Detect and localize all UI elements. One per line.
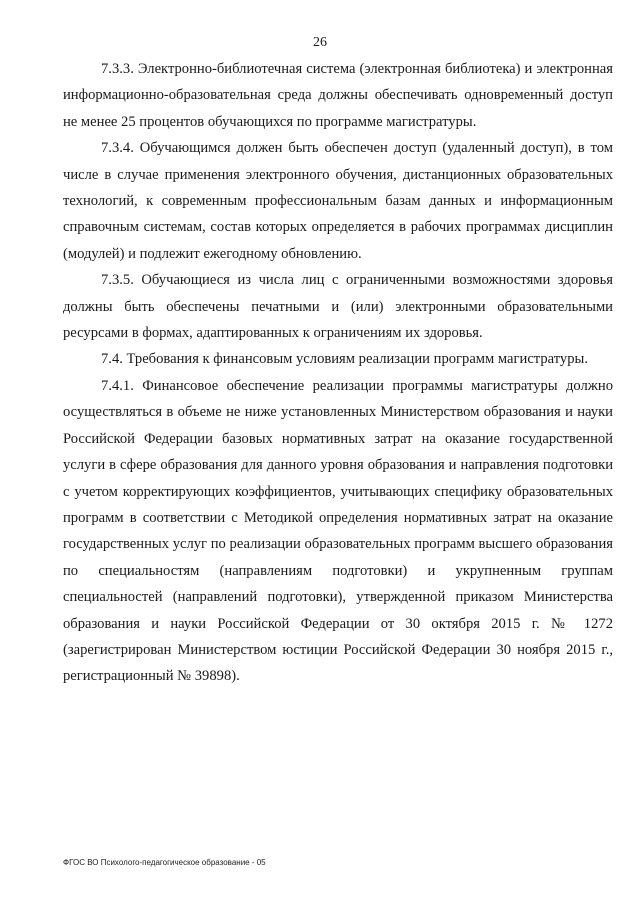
page-number: 26 <box>313 35 327 50</box>
footer-document-code: ФГОС ВО Психолого-педагогическое образование - 05 <box>63 858 266 867</box>
paragraph-7-3-3: 7.3.3. Электронно-библиотечная система (электронная библиотека) и электронная информационно-образовательная среда должны обеспечивать одновременный доступ не менее 25 процентов обучающихся по программе магистратуры. <box>63 61 613 130</box>
paragraph-7-4-heading: 7.4. Требования к финансовым условиям реализации программ магистратуры. <box>101 351 588 368</box>
paragraph-7-3-4: 7.3.4. Обучающимся должен быть обеспечен доступ (удаленный доступ), в том числе в случае применения электронного обучения, дистанционных образовательных технологий, к современным профессиональным базам данных и информационным справочным системам, состав которых определяется в рабочих программах дисциплин (модулей) и подлежит ежегодному обновлению. <box>63 140 613 262</box>
paragraph-7-3-5: 7.3.5. Обучающиеся из числа лиц с ограниченными возможностями здоровья должны быть обеспечены печатными и (или) электронными образовательными ресурсами в формах, адаптированных к ограничениям их здоровья. <box>63 272 613 342</box>
document-body <box>63 56 613 690</box>
paragraph-7-4-1: 7.4.1. Финансовое обеспечение реализации программы магистратуры должно осуществляться в объеме не ниже установленных Министерством образования и науки Российской Федерации базовых нормативных затрат на оказание государственной услуги в сфере образования для данного уровня образования и направления подготовки с учетом корректирующих коэффициентов, учитывающих специфику образовательных программ в соответствии с Методикой определения нормативных затрат на оказание государственных услуг по реализации образовательных программ высшего образования по специальностям (направлениям подготовки) и укрупненным группам специальностей (направлений подготовки), утвержденной приказом Министерства образования и науки Российской Федерации от 30 октября 2015 г. № 1272 (зарегистрирован Министерством юстиции Российской Федерации 30 ноября 2015 г., регистрационный № 39898). <box>63 377 613 685</box>
